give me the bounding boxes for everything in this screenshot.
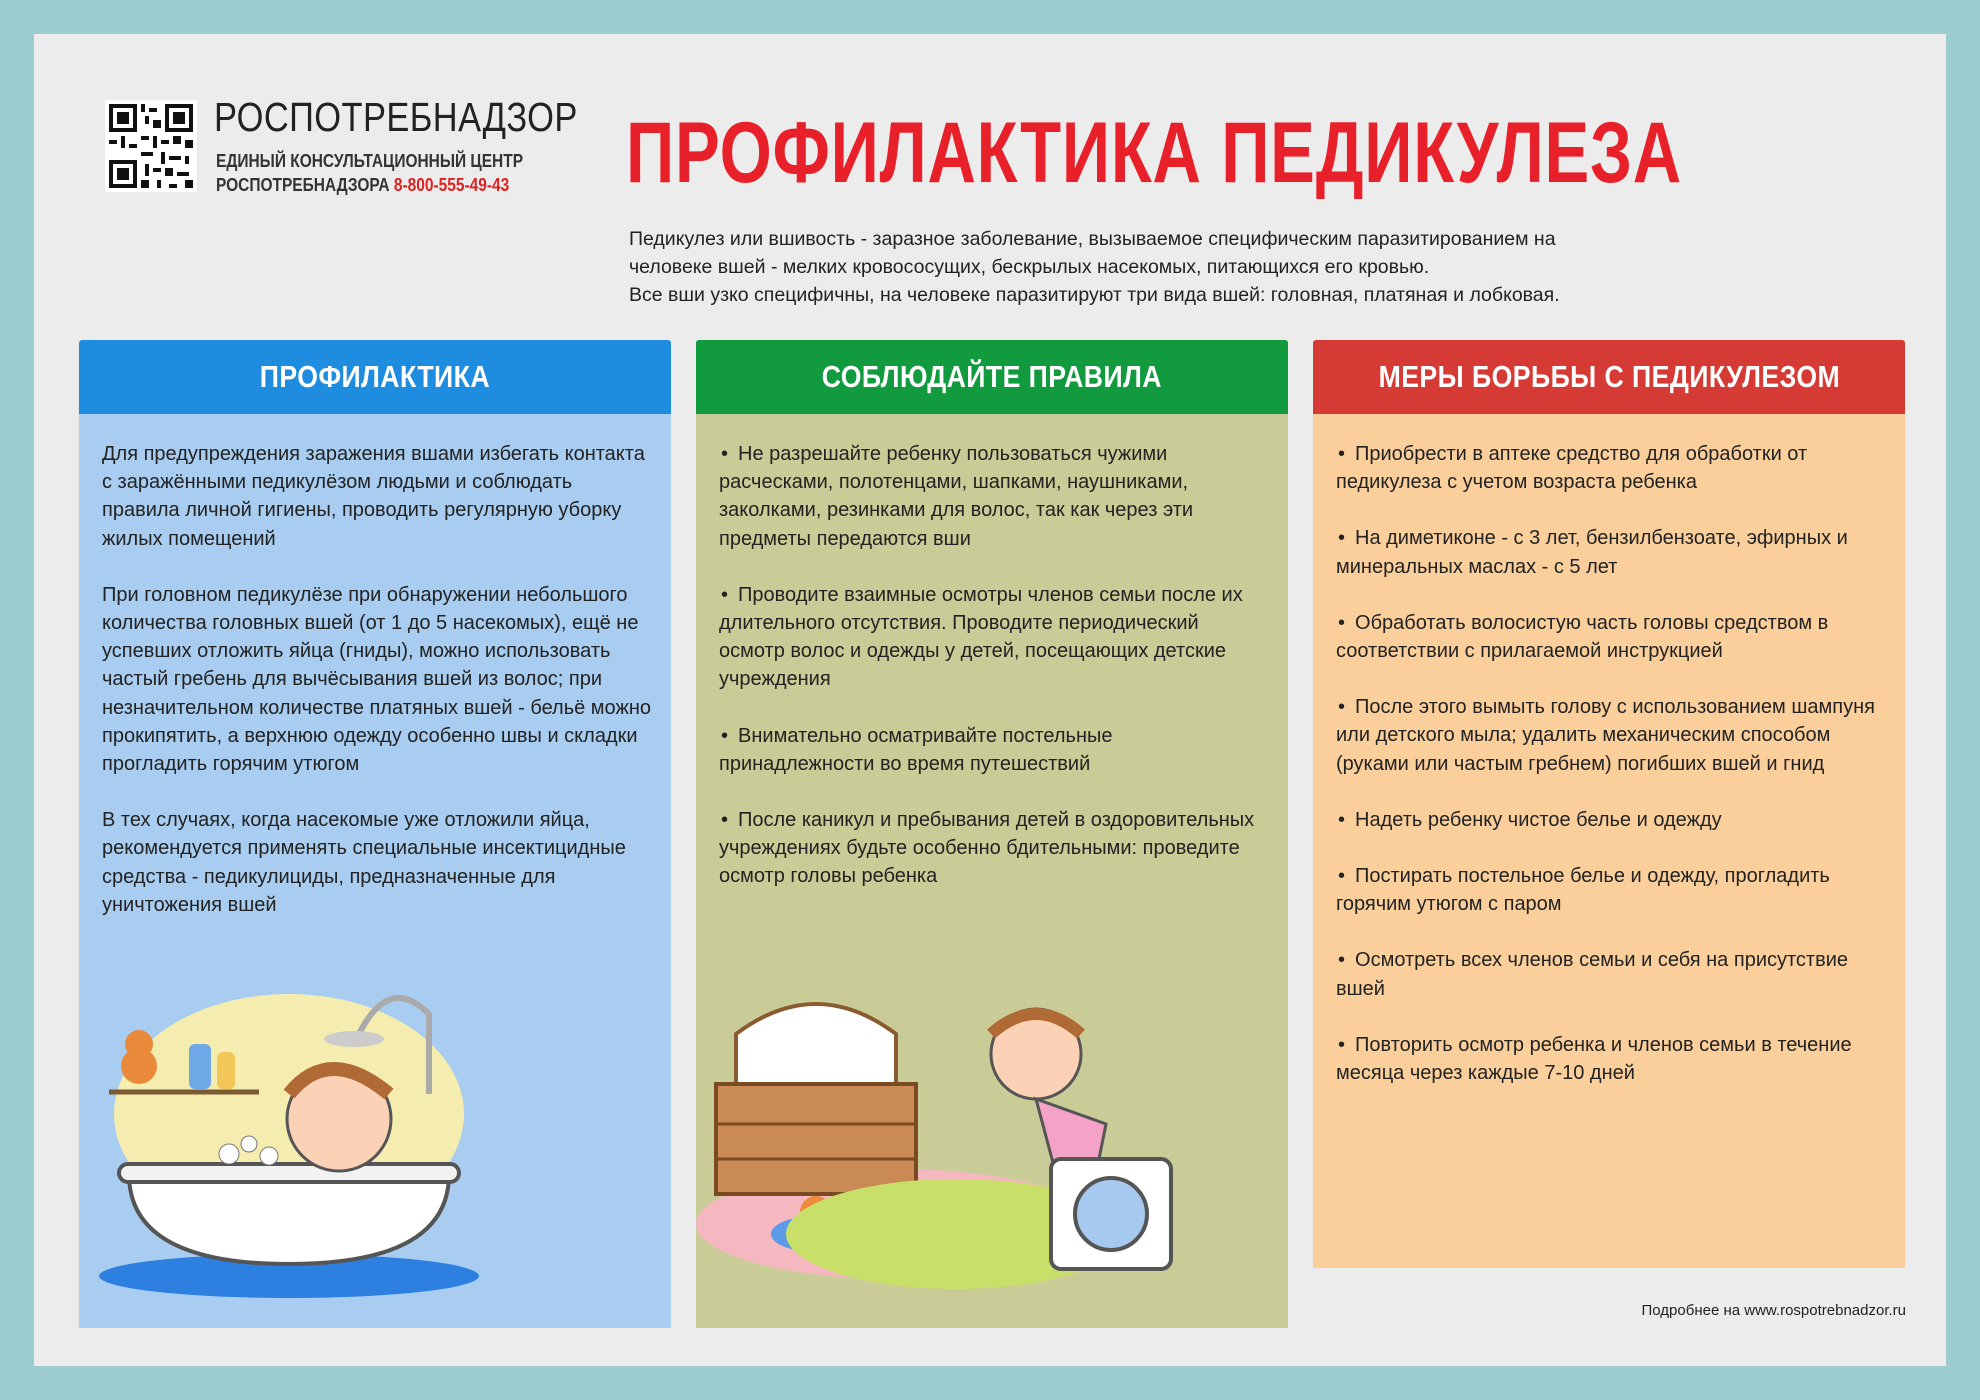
bullet-item: • На диметиконе - с 3 лет, бензилбензоате, эфирных и минеральных маслах - с 5 лет: [1336, 524, 1887, 580]
column-text: [719, 440, 1270, 919]
column-rules: [696, 340, 1288, 1328]
intro-line: Все вши узко специфичны, на человеке паразитируют три вида вшей: головная, платяная и лобковая.: [629, 284, 1560, 306]
column-prevention: [79, 340, 671, 1328]
girl-mirror-illustration: [696, 974, 1288, 1304]
org-name: РОСПОТРЕБНАДЗОР: [214, 94, 578, 140]
column-title: СОБЛЮДАЙТЕ ПРАВИЛА: [821, 359, 1163, 394]
bullet-item: • Не разрешайте ребенку пользоваться чужими расческами, полотенцами, шапками, наушниками, заколками, резинками для волос, так как через эти предметы передаются вши: [719, 440, 1270, 553]
bullet-item: • Проводите взаимные осмотры членов семьи после их длительного отсутствия. Проводите периодический осмотр волос и одежды у детей, посещающих детские учреждения: [719, 581, 1270, 694]
bath-illustration: [89, 974, 669, 1304]
column-body: [1313, 414, 1905, 1268]
website-link[interactable]: Подробнее на www.rospotrebnadzor.ru: [1641, 1302, 1906, 1319]
paragraph: Для предупреждения заражения вшами избегать контакта с заражёнными педикулёзом людьми и соблюдать правила личной гигиены, проводить регулярную уборку жилых помещений: [102, 443, 645, 550]
org-sub-line2-text: РОСПОТРЕБНАДЗОРА: [216, 175, 390, 195]
bullet-item: • Осмотреть всех членов семьи и себя на присутствие вшей: [1336, 946, 1887, 1002]
bullet-item: • Повторить осмотр ребенка и членов семьи в течение месяца через каждые 7-10 дней: [1336, 1031, 1887, 1087]
bullet-item: • Приобрести в аптеке средство для обработки от педикулеза с учетом возраста ребенка: [1336, 440, 1887, 496]
bullet-item: • После этого вымыть голову с использованием шампуня или детского мыла; удалить механическим способом (руками или частым гребнем) погибших вшей и гнид: [1336, 693, 1887, 778]
bullet-item: • Обработать волосистую часть головы средством в соответствии с прилагаемой инструкцией: [1336, 609, 1887, 665]
phone-number[interactable]: 8-800-555-49-43: [393, 175, 510, 195]
paragraph: При головном педикулёзе при обнаружении небольшого количества головных вшей (от 1 до 5 насекомых), ещё не успевших отложить яйца (гниды), можно использовать частый гребень для вычёсывания вшей из волос; при незначительном количестве платяных вшей - бельё можно прокипятить, а верхнюю одежду особенно швы и складки прогладить горячим утюгом: [102, 583, 652, 776]
org-subtitle: [216, 149, 523, 197]
bullet-item: • Постирать постельное белье и одежду, прогладить горячим утюгом с паром: [1336, 862, 1887, 918]
column-header: [696, 340, 1288, 414]
column-header: [1313, 340, 1905, 414]
column-measures: [1313, 340, 1905, 1268]
page-title: ПРОФИЛАКТИКА ПЕДИКУЛЕЗА: [626, 105, 1683, 201]
org-sub-line1: ЕДИНЫЙ КОНСУЛЬТАЦИОННЫЙ ЦЕНТР: [216, 151, 524, 171]
column-body: [79, 414, 671, 1328]
org-sub-line2: [216, 173, 523, 197]
bullet-item: • Внимательно осматривайте постельные принадлежности во время путешествий: [719, 722, 1270, 778]
bullet-item: • После каникул и пребывания детей в оздоровительных учреждениях будьте особенно бдительными: проведите осмотр головы ребенка: [719, 806, 1270, 891]
intro-line: Педикулез или вшивость - заразное заболевание, вызываемое специфическим паразитированием на: [629, 228, 1556, 250]
column-title: МЕРЫ БОРЬБЫ С ПЕДИКУЛЕЗОМ: [1378, 359, 1840, 394]
qr-code-icon: [105, 100, 197, 192]
column-title: ПРОФИЛАКТИКА: [259, 359, 491, 394]
intro-line: человеке вшей - мелких кровососущих, бескрылых насекомых, питающихся его кровью.: [629, 256, 1430, 278]
column-text: [102, 440, 653, 947]
column-header: [79, 340, 671, 414]
column-body: [696, 414, 1288, 1328]
intro-text: [629, 225, 1609, 309]
bullet-item: • Надеть ребенку чистое белье и одежду: [1336, 806, 1887, 834]
poster: [34, 34, 1946, 1366]
paragraph: В тех случаях, когда насекомые уже отложили яйца, рекомендуется применять специальные инсектицидные средства - педикулициды, предназначенные для уничтожения вшей: [102, 809, 626, 916]
column-text: [1336, 440, 1887, 1115]
